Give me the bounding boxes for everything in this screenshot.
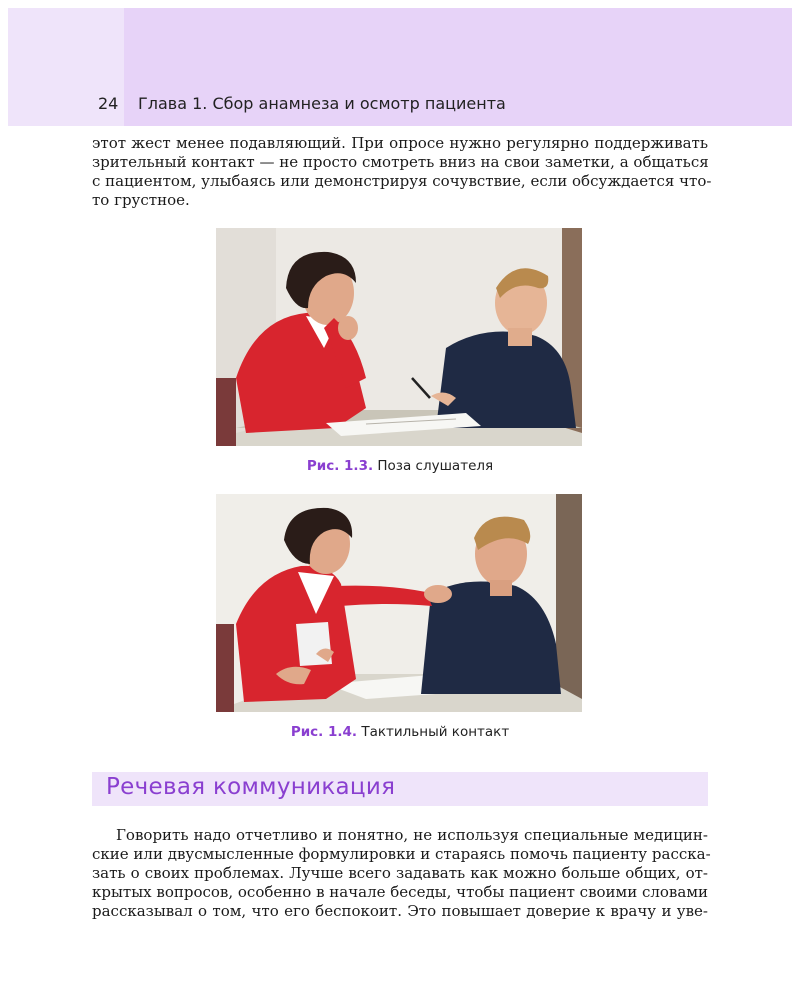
text-line: крытых вопросов, особенно в начале беседы, чтобы пациент своими словами bbox=[92, 883, 708, 901]
figure-label: Рис. 1.3. bbox=[306, 458, 374, 474]
figure-caption-text: Поза слушателя bbox=[377, 458, 494, 474]
text-line: с пациентом, улыбаясь или демонстрируя сочувствие, если обсуждается что- bbox=[92, 172, 712, 190]
page-number: 24 bbox=[98, 94, 119, 113]
text-line: зать о своих проблемах. Лучше всего задавать как можно больше общих, от- bbox=[92, 864, 708, 882]
bottom-paragraph bbox=[92, 826, 711, 921]
running-title: Глава 1. Сбор анамнеза и осмотр пациента bbox=[138, 94, 506, 113]
figure-photo-tactile-contact bbox=[216, 494, 582, 712]
section-title: Речевая коммуникация bbox=[106, 774, 396, 800]
text-line: зрительный контакт — не просто смотреть вниз на свои заметки, а общаться bbox=[92, 153, 709, 171]
text-line: Говорить надо отчетливо и понятно, не используя специальные медицин- bbox=[116, 826, 708, 844]
text-line: этот жест менее подавляющий. При опросе нужно регулярно поддерживать bbox=[92, 134, 708, 152]
figure-caption bbox=[0, 458, 800, 474]
top-paragraph bbox=[92, 134, 712, 210]
text-line: то грустное. bbox=[92, 191, 190, 209]
figure-photo-listening-pose bbox=[216, 228, 582, 446]
figure-caption bbox=[0, 724, 800, 740]
text-line: ские или двусмысленные формулировки и стараясь помочь пациенту расска- bbox=[92, 845, 711, 863]
figure-label: Рис. 1.4. bbox=[290, 724, 358, 740]
text-line: рассказывал о том, что его беспокоит. Это повышает доверие к врачу и уве- bbox=[92, 902, 708, 920]
figure-caption-text: Тактильный контакт bbox=[361, 724, 510, 740]
